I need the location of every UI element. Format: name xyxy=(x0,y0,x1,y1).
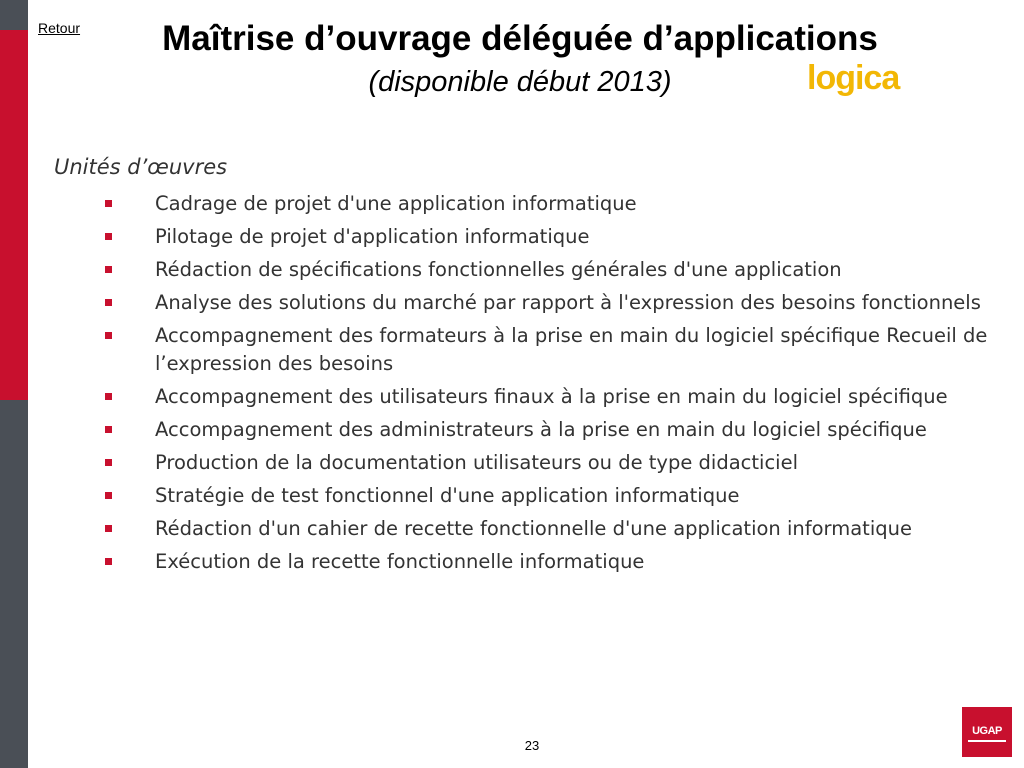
square-bullet-icon xyxy=(105,459,112,466)
square-bullet-icon xyxy=(105,558,112,565)
square-bullet-icon xyxy=(105,393,112,400)
list-item-text: Accompagnement des formateurs à la prise en main du logiciel spécifique Recueil de l’expression des besoins xyxy=(155,324,988,375)
section-title: Unités d’œuvres xyxy=(54,155,228,179)
ugap-logo-text: UGAP xyxy=(972,725,1002,737)
list-item-text: Pilotage de projet d'application informatique xyxy=(155,225,590,248)
square-bullet-icon xyxy=(105,525,112,532)
list-item-text: Stratégie de test fonctionnel d'une application informatique xyxy=(155,484,740,507)
page-title: Maîtrise d’ouvrage déléguée d’applications xyxy=(162,19,878,58)
logica-logo xyxy=(805,55,910,115)
list-item xyxy=(100,289,1000,317)
square-bullet-icon xyxy=(105,332,112,339)
square-bullet-icon xyxy=(105,233,112,240)
retour-link[interactable]: Retour xyxy=(38,20,81,36)
list-item-text: Analyse des solutions du marché par rapport à l'expression des besoins fonctionnels xyxy=(155,291,981,314)
list-item xyxy=(100,548,1000,576)
list-item xyxy=(100,383,1000,411)
list-item xyxy=(100,223,1000,251)
list-item xyxy=(100,515,1000,543)
list-item xyxy=(100,449,1000,477)
square-bullet-icon xyxy=(105,426,112,433)
logica-logo-text: logica xyxy=(807,59,900,97)
list-item xyxy=(100,190,1000,218)
ugap-logo xyxy=(962,707,1012,757)
square-bullet-icon xyxy=(105,200,112,207)
list-item-text: Exécution de la recette fonctionnelle informatique xyxy=(155,550,645,573)
page-subtitle: (disponible début 2013) xyxy=(368,66,672,98)
square-bullet-icon xyxy=(105,266,112,273)
square-bullet-icon xyxy=(105,492,112,499)
list-item-text: Rédaction de spécifications fonctionnelles générales d'une application xyxy=(155,258,842,281)
list-item-text: Rédaction d'un cahier de recette fonctionnelle d'une application informatique xyxy=(155,517,912,540)
list-item-text: Production de la documentation utilisateurs ou de type didacticiel xyxy=(155,451,798,474)
ugap-logo-underline xyxy=(968,740,1006,742)
list-item xyxy=(100,482,1000,510)
sidebar-red-band xyxy=(0,30,28,400)
page-number: 23 xyxy=(524,738,540,753)
list-item xyxy=(100,322,1000,378)
list-item-text: Accompagnement des administrateurs à la prise en main du logiciel spécifique xyxy=(155,418,927,441)
list-item xyxy=(100,416,1000,444)
square-bullet-icon xyxy=(105,299,112,306)
list-item xyxy=(100,256,1000,284)
bullet-list xyxy=(100,190,1000,581)
list-item-text: Cadrage de projet d'une application informatique xyxy=(155,192,637,215)
list-item-text: Accompagnement des utilisateurs finaux à la prise en main du logiciel spécifique xyxy=(155,385,948,408)
